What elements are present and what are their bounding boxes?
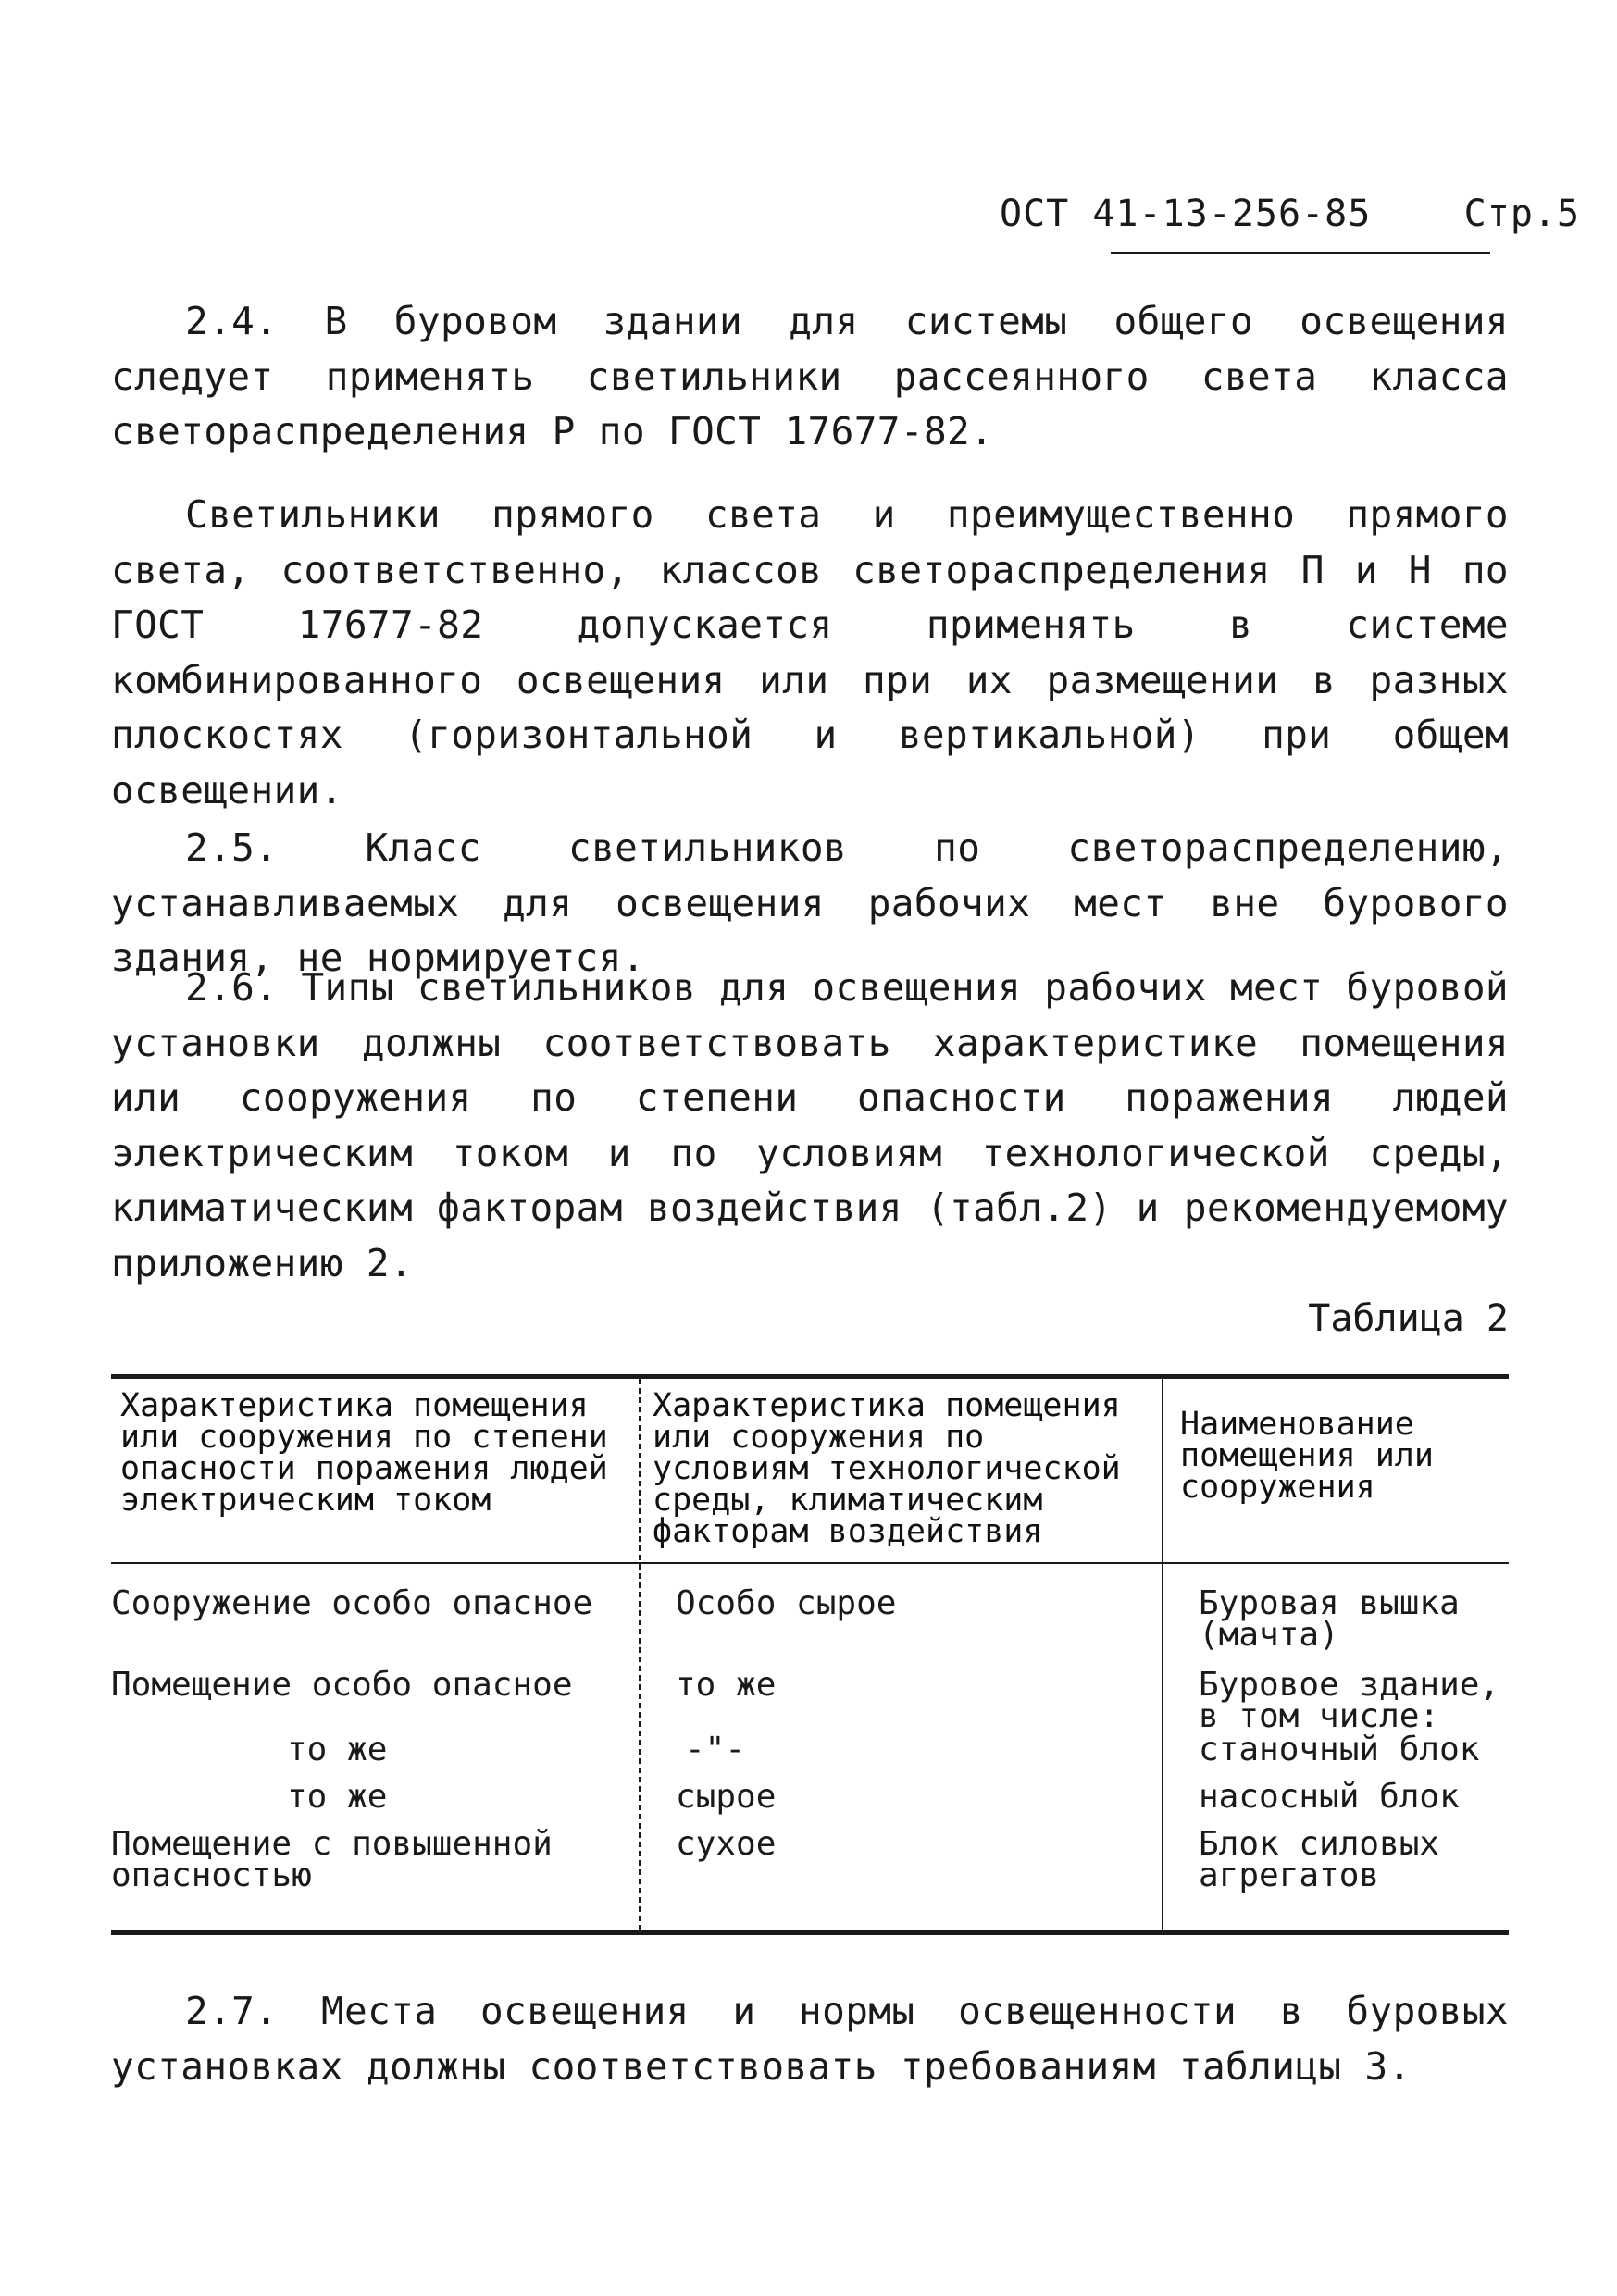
header-underline bbox=[1111, 252, 1490, 254]
cell-name: Блок силовых агрегатов bbox=[1199, 1825, 1440, 1894]
paragraph-2-6 bbox=[111, 961, 1509, 1291]
cell-danger: Сооружение особо опасное bbox=[111, 1584, 593, 1622]
cell-danger: то же bbox=[287, 1778, 388, 1816]
cell-environment: то же bbox=[676, 1666, 777, 1704]
table-header-danger: Характеристика помещения или сооружения по степени опасности поражения людей электрическим током bbox=[120, 1387, 608, 1519]
paragraph-text: 2.4. В буровом здании для системы общего освещения следует применять светильники рассеянного света класса светораспределения Р по ГОСТ 17677-82. bbox=[111, 299, 1509, 453]
table-header-rule bbox=[111, 1562, 1509, 1564]
cell-danger: Помещение особо опасное bbox=[111, 1666, 573, 1704]
paragraph-text: 2.6. Типы светильников для освещения рабочих мест буровой установки должны соответствовать характеристике помещения или сооружения по степени опасности поражения людей электрическим током и по условиям технологической среды, климатическим факторам воздействия (табл.2) и рекомендуемому приложению 2. bbox=[111, 965, 1509, 1285]
paragraph-2-7 bbox=[111, 1984, 1509, 2094]
standard-code: ОСТ 41-13-256-85 bbox=[1000, 192, 1372, 235]
paragraph-text: 2.5. Класс светильников по светораспределению, устанавливаемых для освещения рабочих мест вне бурового здания, не нормируется. bbox=[111, 825, 1509, 980]
table-header-name: Наименование помещения или сооружения bbox=[1180, 1406, 1434, 1506]
cell-name: Буровое здание, в том числе: bbox=[1199, 1666, 1500, 1735]
table-top-rule bbox=[111, 1374, 1509, 1379]
page-header bbox=[1000, 192, 1581, 235]
paragraph-2-4 bbox=[111, 294, 1509, 460]
cell-environment: сырое bbox=[676, 1778, 777, 1816]
cell-name: станочный блок bbox=[1199, 1731, 1480, 1769]
cell-environment: Особо сырое bbox=[676, 1584, 897, 1622]
column-divider bbox=[639, 1379, 641, 1930]
paragraph-text: 2.7. Места освещения и нормы освещенности в буровых установках должны соответствовать требованиям таблицы 3. bbox=[111, 1989, 1509, 2089]
paragraph-text: Светильники прямого света и преимущественно прямого света, соответственно, классов светораспределения П и Н по ГОСТ 17677-82 допускается применять в системе комбинированного освещения или при их размещении в разных плоскостях (горизонтальной и вертикальной) при общем освещении. bbox=[111, 492, 1509, 813]
table-header-environment: Характеристика помещения или сооружения по условиям технологической среды, климатическим факторам воздействия bbox=[653, 1387, 1121, 1550]
table-caption: Таблица 2 bbox=[1308, 1297, 1509, 1340]
cell-name: насосный блок bbox=[1199, 1778, 1460, 1816]
cell-name: Буровая вышка (мачта) bbox=[1199, 1584, 1460, 1654]
cell-danger: Помещение с повышенной опасностью bbox=[111, 1825, 553, 1894]
column-divider bbox=[1162, 1379, 1163, 1930]
cell-danger: то же bbox=[287, 1731, 388, 1769]
paragraph-2-4-continued bbox=[111, 488, 1509, 818]
cell-environment: -"- bbox=[685, 1731, 746, 1769]
cell-environment: сухое bbox=[676, 1825, 777, 1863]
table-bottom-rule bbox=[111, 1930, 1509, 1935]
page-number: Стр.5 bbox=[1463, 192, 1581, 235]
